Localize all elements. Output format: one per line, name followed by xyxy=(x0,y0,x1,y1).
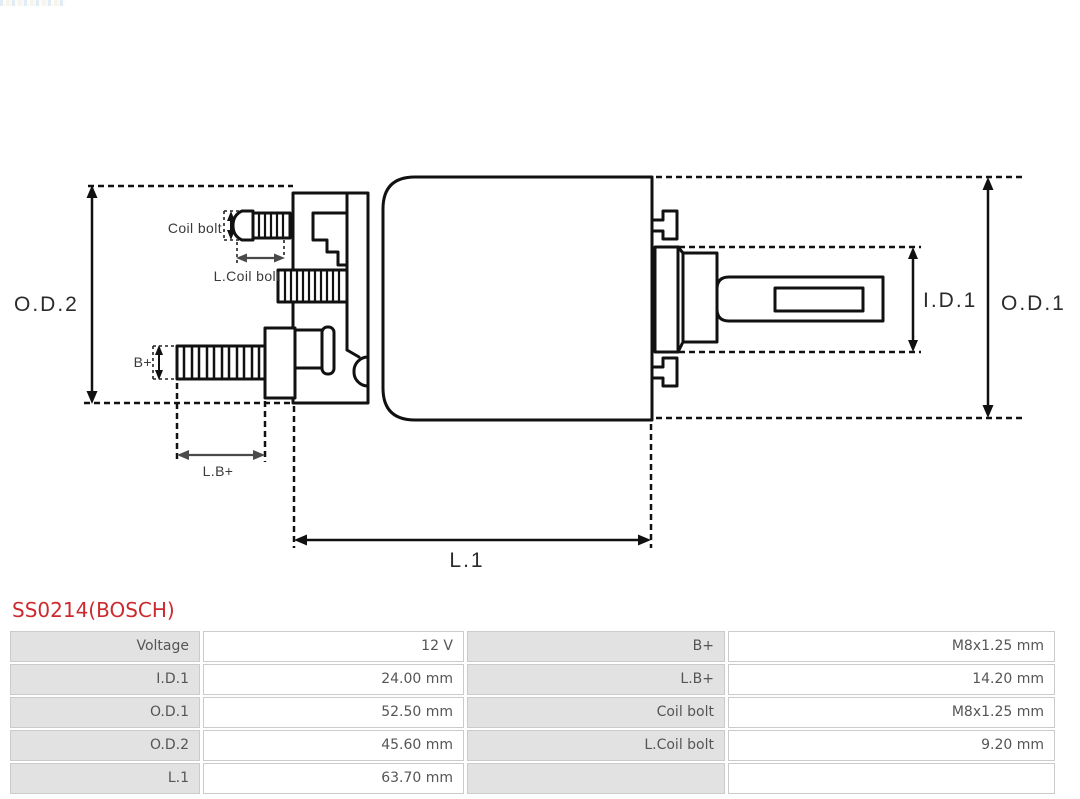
spec-label: L.Coil bolt xyxy=(467,730,725,761)
spec-label: O.D.1 xyxy=(10,697,200,728)
spec-value: M8x1.25 mm xyxy=(728,631,1055,662)
dim-od2 xyxy=(87,185,98,404)
spec-value: M8x1.25 mm xyxy=(728,697,1055,728)
spec-label: Voltage xyxy=(10,631,200,662)
spec-value: 45.60 mm xyxy=(203,730,464,761)
spec-label: O.D.2 xyxy=(10,730,200,761)
spec-table xyxy=(10,631,1062,794)
bottom-terminal-tab xyxy=(652,358,677,386)
spec-label xyxy=(467,763,725,794)
dim-l-b-plus xyxy=(177,450,265,460)
part-number-title: SS0214(BOSCH) xyxy=(12,598,175,622)
plunger xyxy=(655,247,883,352)
plunger-base-plate xyxy=(655,247,678,352)
spec-value: 9.20 mm xyxy=(728,730,1055,761)
spec-label: B+ xyxy=(467,631,725,662)
coil-bolt xyxy=(233,211,290,240)
coil-bolt-bushing xyxy=(278,270,347,302)
label-l-coil-bolt: L.Coil bolt xyxy=(213,268,281,284)
top-terminal-tab xyxy=(652,211,677,239)
spec-value: 14.20 mm xyxy=(728,664,1055,695)
dim-b-plus xyxy=(155,345,163,380)
spec-label: Coil bolt xyxy=(467,697,725,728)
dim-od1 xyxy=(983,177,994,418)
plunger-shaft-slot xyxy=(775,288,863,311)
spec-value: 24.00 mm xyxy=(203,664,464,695)
spec-label: I.D.1 xyxy=(10,664,200,695)
spec-value: 52.50 mm xyxy=(203,697,464,728)
plunger-cap xyxy=(683,253,717,342)
dim-l-coil-bolt xyxy=(236,254,285,263)
label-od2: O.D.2 xyxy=(14,293,79,316)
label-od1: O.D.1 xyxy=(1001,292,1066,315)
label-l1: L.1 xyxy=(449,549,485,572)
label-b-plus: B+ xyxy=(133,354,152,370)
spec-value: 12 V xyxy=(203,631,464,662)
label-coil-bolt: Coil bolt xyxy=(167,220,222,236)
spec-value xyxy=(728,763,1055,794)
label-l-b-plus: L.B+ xyxy=(202,463,234,479)
coil-bolt-head xyxy=(233,211,253,240)
dim-id1 xyxy=(908,247,918,352)
spec-label: L.1 xyxy=(10,763,200,794)
b-plus-washer xyxy=(322,327,334,374)
spec-label: L.B+ xyxy=(467,664,725,695)
solenoid-body xyxy=(383,177,652,420)
b-plus-bolt xyxy=(177,346,268,379)
label-id1: I.D.1 xyxy=(923,289,978,312)
spec-value: 63.70 mm xyxy=(203,763,464,794)
dim-l1 xyxy=(294,535,651,546)
